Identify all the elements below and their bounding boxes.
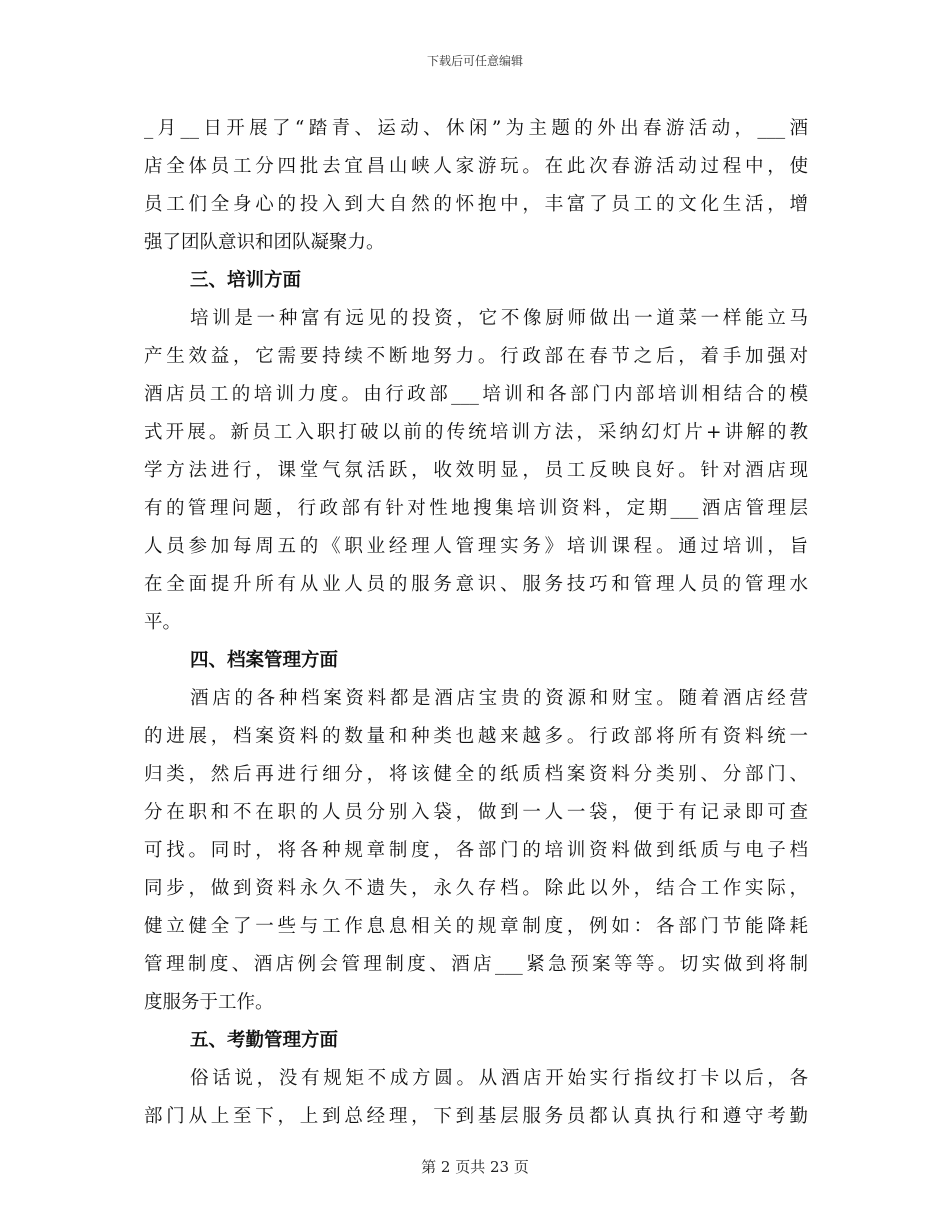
paragraph-line: 酒店员工的培训力度。由行政部___培训和各部门内部培训相结合的模 [144,384,808,405]
paragraph-line: 管理制度、酒店例会管理制度、酒店___紧急预案等等。切实做到将制 [144,954,808,975]
paragraph-line: 俗话说，没有规矩不成方圆。从酒店开始实行指纹打卡以后，各 [190,1068,808,1089]
paragraph-line: _月__日开展了“踏青、运动、休闲”为主题的外出春游活动，___酒 [144,118,808,139]
paragraph-line: 分在职和不在职的人员分别入袋，做到一人一袋，便于有记录即可查 [144,802,808,823]
section-heading-training: 三、培训方面 [190,270,302,291]
page-header: 下载后可任意编辑 [426,54,523,68]
paragraph-line: 培训是一种富有远见的投资，它不像厨师做出一道菜一样能立马 [190,308,808,329]
paragraph-line: 同步，做到资料永久不遗失，永久存档。除此以外，结合工作实际， [144,878,808,899]
section-heading-attendance: 五、考勤管理方面 [190,1030,339,1051]
paragraph-line: 平。 [144,612,182,633]
paragraph-line: 有的管理问题，行政部有针对性地搜集培训资料，定期___酒店管理层 [144,498,808,519]
section-heading-archives: 四、档案管理方面 [190,650,339,671]
paragraph-line: 员工们全身心的投入到大自然的怀抱中，丰富了员工的文化生活，增 [144,194,808,215]
paragraph-line: 归类，然后再进行细分，将该健全的纸质档案资料分类别、分部门、 [144,764,808,785]
paragraph-line: 式开展。新员工入职打破以前的传统培训方法，采纳幻灯片+讲解的教 [144,422,808,443]
paragraph-line: 的进展，档案资料的数量和种类也越来越多。行政部将所有资料统一 [144,726,808,747]
paragraph-line: 可找。同时，将各种规章制度，各部门的培训资料做到纸质与电子档 [144,840,808,861]
paragraph-line: 健立健全了一些与工作息息相关的规章制度，例如：各部门节能降耗 [144,916,808,937]
paragraph-line: 酒店的各种档案资料都是酒店宝贵的资源和财宝。随着酒店经营 [190,688,808,709]
page-footer: 第 2 页共 23 页 [421,1158,529,1176]
paragraph-line: 强了团队意识和团队凝聚力。 [144,232,385,253]
document-body [144,110,808,1136]
paragraph-line: 部门从上至下，上到总经理，下到基层服务员都认真执行和遵守考勤 [144,1106,808,1127]
paragraph-line: 学方法进行，课堂气氛活跃，收效明显，员工反映良好。针对酒店现 [144,460,808,481]
paragraph-line: 店全体员工分四批去宜昌山峡人家游玩。在此次春游活动过程中，使 [144,156,808,177]
paragraph-line: 在全面提升所有从业人员的服务意识、服务技巧和管理人员的管理水 [144,574,808,595]
paragraph-line: 人员参加每周五的《职业经理人管理实务》培训课程。通过培训，旨 [144,536,808,557]
paragraph-line: 度服务于工作。 [144,992,274,1013]
paragraph-line: 产生效益，它需要持续不断地努力。行政部在春节之后，着手加强对 [144,346,808,367]
